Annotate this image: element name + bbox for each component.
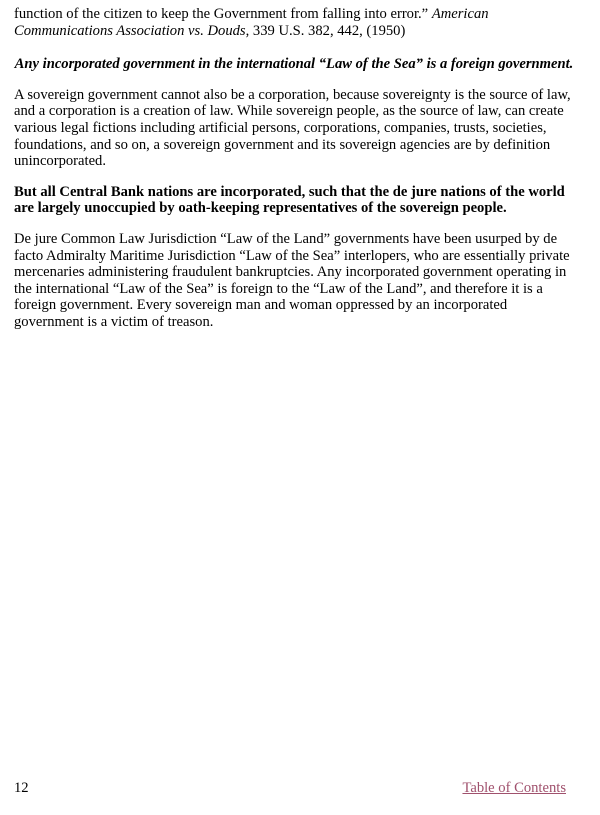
callout-heading: Any incorporated government in the international “Law of the Sea” is a foreign government. <box>14 56 574 73</box>
quote-continuation <box>14 6 574 39</box>
paragraph-sovereign-government: A sovereign government cannot also be a corporation, because sovereignty is the source of law, and a corporation is a creation of law. While sovereign people, as the source of law, can create various legal fictions including artificial persons, corporations, companies, trusts, societies, foundations, and so on, a sovereign government and its sovereign agencies are by definition unincorporated. <box>14 86 571 170</box>
page-number: 12 <box>14 780 29 796</box>
quote-text: function of the citizen to keep the Government from falling into error.” <box>14 6 432 22</box>
table-of-contents-link[interactable]: Table of Contents <box>462 780 566 796</box>
paragraph-de-jure: De jure Common Law Jurisdiction “Law of the Land” governments have been usurped by de facto Admiralty Maritime Jurisdiction “Law of the Sea” interlopers, who are essentially private mercenaries administering fraudulent bankruptcies. Any incorporated government operating in the international “Law of the Sea” is foreign to the “Law of the Land”, and therefore it is a foreign government. Every sovereign man and woman oppressed by an incorporated government is a victim of treason. <box>14 230 570 330</box>
paragraph-central-bank: But all Central Bank nations are incorporated, such that the de jure nations of the world are largely unoccupied by oath-keeping representatives of the sovereign people. <box>14 183 565 217</box>
case-citation: , 339 U.S. 382, 442, (1950) <box>245 22 406 39</box>
document-page <box>14 6 574 345</box>
case-name: American Communications Association vs. Douds <box>14 6 489 39</box>
